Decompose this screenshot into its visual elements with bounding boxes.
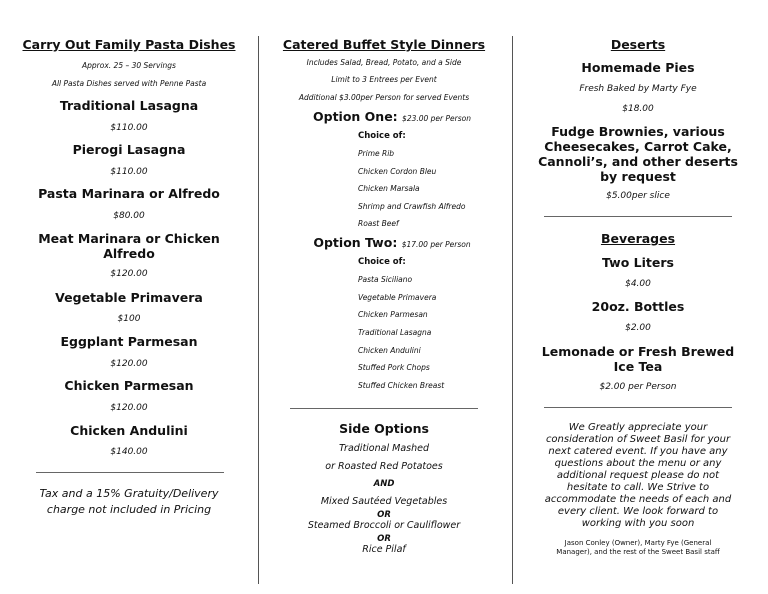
option-one-list <box>358 131 465 237</box>
pies-name: Homemade Pies <box>581 60 695 75</box>
beverage-price: $4.00 <box>625 279 651 289</box>
side-item: Steamed Broccoli or Cauliflower <box>307 520 461 531</box>
buffet-limit: Limit to 3 Entrees per Event <box>331 75 437 84</box>
divider <box>290 408 478 409</box>
pies-note: Fresh Baked by Marty Fye <box>579 84 697 94</box>
side-options-heading: Side Options <box>339 421 429 436</box>
penne-note: All Pasta Dishes served with Penne Pasta <box>51 79 207 88</box>
dish-name: Eggplant Parmesan <box>60 334 198 349</box>
deserts-heading: Deserts <box>610 37 666 52</box>
option-one-label: Option One: <box>313 109 398 124</box>
dish-price: $100 <box>117 314 141 324</box>
list-item: Roast Beef <box>358 219 399 228</box>
brownies-name: Fudge Brownies, various Cheesecakes, Carrot Cake, Cannoli’s, and other deserts by request <box>538 124 738 184</box>
option-two-price: $17.00 per Person <box>401 240 471 249</box>
side-item: Rice Pilaf <box>362 544 406 555</box>
dish-price: $120.00 <box>110 403 148 413</box>
servings-note: Approx. 25 – 30 Servings <box>82 61 176 70</box>
list-item: Chicken Marsala <box>358 184 420 193</box>
list-item: Traditional Lasagna <box>358 328 432 338</box>
deserts-column <box>522 0 754 594</box>
dish-name: Traditional Lasagna <box>59 98 199 113</box>
side-item: Mixed Sautéed Vegetables <box>320 496 448 507</box>
beverage-name: 20oz. Bottles <box>591 299 685 314</box>
beverages-heading: Beverages <box>600 231 676 246</box>
buffet-includes: Includes Salad, Bread, Potato, and a Side <box>306 58 462 67</box>
divider <box>544 216 732 217</box>
dish-price: $120.00 <box>110 269 148 279</box>
pricing-footnote: Tax and a 15% Gratuity/Delivery charge not included in Pricing <box>39 487 219 516</box>
side-item: Traditional Mashed <box>338 443 429 454</box>
option-one-price: $23.00 per Person <box>402 114 471 123</box>
list-item: Chicken Cordon Bleu <box>358 166 437 176</box>
list-item: Vegetable Primavera <box>358 292 437 302</box>
list-item: Chicken Parmesan <box>358 310 428 320</box>
dish-price: $80.00 <box>113 211 145 221</box>
option-two-label: Option Two: <box>313 235 398 250</box>
beverage-price: $2.00 per Person <box>599 382 677 392</box>
dish-price: $140.00 <box>110 447 148 457</box>
thank-you-note: We Greatly appreciate your consideration of Sweet Basil for your next catered event. If you have any questions about the menu or any additional request please do not hesitate to call. We Strive to accommodate the needs of each and every client. We look forward to working with you soon <box>544 422 732 529</box>
brownies-price: $5.00per slice <box>606 191 670 201</box>
dish-name: Chicken Parmesan <box>64 378 194 393</box>
dish-price: $110.00 <box>110 167 148 177</box>
side-item: or Roasted Red Potatoes <box>325 461 443 472</box>
dish-price: $110.00 <box>110 123 148 133</box>
dish-name: Pierogi Lasagna <box>72 142 186 157</box>
list-item: Chicken Andulini <box>358 345 421 355</box>
divider <box>36 472 224 473</box>
staff-credit: Jason Conley (Owner), Marty Fye (General Manager), and the rest of the Sweet Basil staff <box>556 539 720 556</box>
option-two-title <box>284 235 500 250</box>
dish-name: Meat Marinara or Chicken Alfredo <box>38 231 220 261</box>
list-item: Pasta Siciliano <box>358 275 413 284</box>
option-two-list <box>358 257 444 399</box>
side-connector: OR <box>377 510 391 520</box>
choice-label: Choice of: <box>358 131 406 141</box>
dish-price: $120.00 <box>110 359 148 369</box>
buffet-column <box>268 0 500 594</box>
list-item: Prime Rib <box>358 149 395 158</box>
column-divider-left <box>258 36 259 584</box>
list-item: Stuffed Chicken Breast <box>358 381 445 391</box>
list-item: Stuffed Pork Chops <box>358 363 430 373</box>
buffet-additional: Additional $3.00per Person for served Events <box>298 93 470 102</box>
dish-name: Pasta Marinara or Alfredo <box>38 186 220 201</box>
beverage-name: Two Liters <box>602 255 674 270</box>
pasta-column <box>14 0 244 594</box>
choice-label: Choice of: <box>358 257 406 267</box>
dish-name: Vegetable Primavera <box>55 290 203 305</box>
beverage-name: Lemonade or Fresh Brewed Ice Tea <box>541 344 735 374</box>
beverage-price: $2.00 <box>625 323 651 333</box>
side-connector: AND <box>373 479 395 489</box>
pies-price: $18.00 <box>622 104 654 114</box>
side-connector: OR <box>377 534 391 544</box>
option-one-title <box>284 109 500 124</box>
divider <box>544 407 732 408</box>
list-item: Shrimp and Crawfish Alfredo <box>358 201 466 211</box>
dish-name: Chicken Andulini <box>70 423 188 438</box>
column-divider-right <box>512 36 513 584</box>
pasta-heading: Carry Out Family Pasta Dishes <box>22 37 236 52</box>
buffet-heading: Catered Buffet Style Dinners <box>282 37 486 52</box>
